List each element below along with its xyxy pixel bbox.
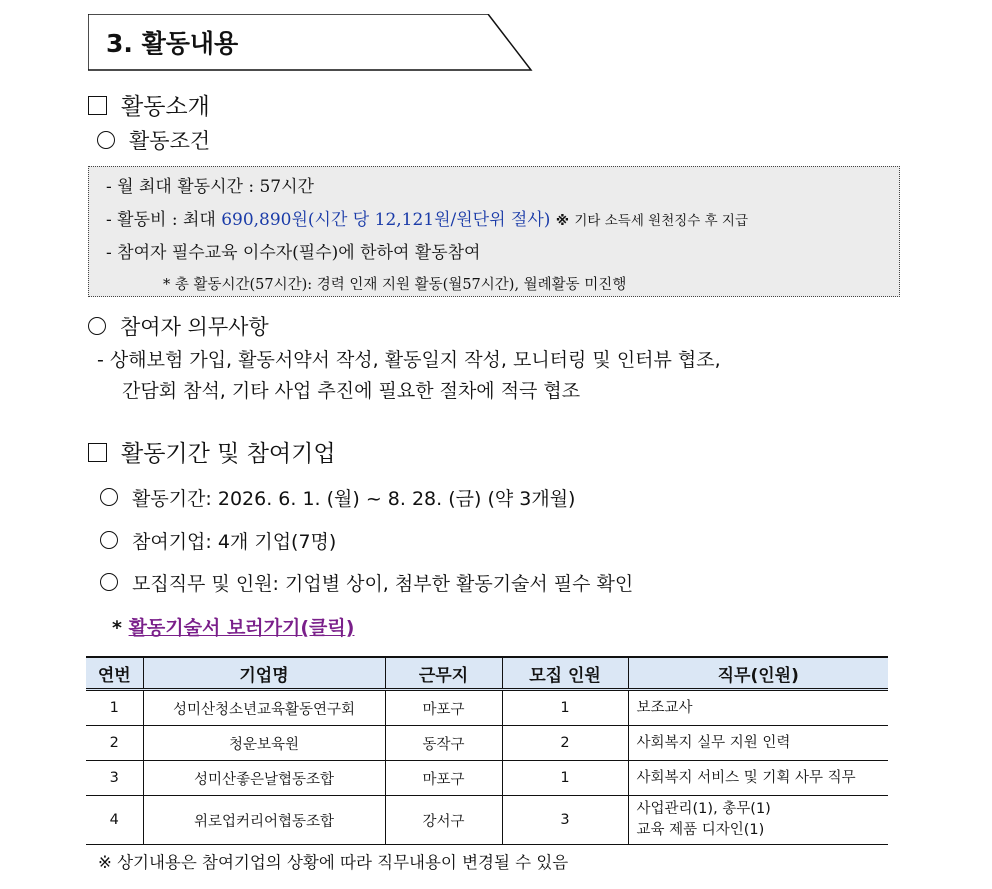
condition-pay bbox=[106, 205, 748, 230]
cell-company: 성미산좋은날협동조합 bbox=[143, 761, 385, 796]
cell-location: 동작구 bbox=[385, 726, 502, 761]
square-bullet-icon bbox=[88, 443, 107, 462]
header-no: 연번 bbox=[86, 657, 143, 690]
condition-pay-mark: ※ bbox=[555, 213, 569, 229]
circle-bullet-icon bbox=[88, 317, 106, 335]
companies-table bbox=[86, 656, 888, 845]
table-row bbox=[86, 796, 888, 845]
duties-line-1: - 상해보험 가입, 활동서약서 작성, 활동일지 작성, 모니터링 및 인터뷰 협조, bbox=[97, 349, 721, 371]
description-link-line bbox=[112, 613, 354, 640]
cell-no: 1 bbox=[86, 690, 143, 726]
section-title: 3. 활동내용 bbox=[106, 29, 239, 58]
cell-company: 청운보육원 bbox=[143, 726, 385, 761]
description-link[interactable]: 활동기술서 보러가기(클릭) bbox=[128, 617, 355, 639]
circle-bullet-icon bbox=[100, 573, 118, 591]
conditions-heading bbox=[97, 125, 210, 155]
intro-heading bbox=[88, 88, 210, 121]
condition-pay-note: 기타 소득세 원천징수 후 지급 bbox=[574, 213, 749, 229]
cell-count: 1 bbox=[502, 690, 628, 726]
circle-bullet-icon bbox=[100, 488, 118, 506]
cell-duty: 사회복지 서비스 및 기획 사무 직무 bbox=[628, 761, 888, 796]
period-recruit-text: 모집직무 및 인원: 기업별 상이, 첨부한 활동기술서 필수 확인 bbox=[132, 573, 634, 595]
period-dates-text: 활동기간: 2026. 6. 1. (월) ~ 8. 28. (금) (약 3개월) bbox=[132, 488, 576, 510]
table-header-row bbox=[86, 657, 888, 690]
footer-note: ※ 상기내용은 참여기업의 상황에 따라 직무내용이 변경될 수 있음 bbox=[98, 853, 569, 872]
header-company: 기업명 bbox=[143, 657, 385, 690]
cell-location: 강서구 bbox=[385, 796, 502, 845]
cell-duty: 사회복지 실무 지원 인력 bbox=[628, 726, 888, 761]
header-count: 모집 인원 bbox=[502, 657, 628, 690]
cell-duty bbox=[628, 796, 888, 845]
duties-heading bbox=[88, 311, 269, 341]
period-item-dates bbox=[100, 484, 575, 511]
cell-count: 1 bbox=[502, 761, 628, 796]
cell-no: 3 bbox=[86, 761, 143, 796]
link-star: * bbox=[112, 617, 122, 639]
cell-no: 4 bbox=[86, 796, 143, 845]
circle-bullet-icon bbox=[100, 531, 118, 549]
period-heading-text: 활동기간 및 참여기업 bbox=[121, 441, 336, 467]
cell-company: 성미산청소년교육활동연구회 bbox=[143, 690, 385, 726]
period-item-companies bbox=[100, 527, 336, 554]
cell-count: 2 bbox=[502, 726, 628, 761]
cell-company: 위로업커리어협동조합 bbox=[143, 796, 385, 845]
period-companies-text: 참여기업: 4개 기업(7명) bbox=[132, 531, 337, 553]
duties-line-2: 간담회 참석, 기타 사업 추진에 필요한 절차에 적극 협조 bbox=[122, 380, 581, 402]
condition-pay-amount: 690,890원(시간 당 12,121원/원단위 절사) bbox=[221, 210, 551, 230]
intro-heading-text: 활동소개 bbox=[121, 94, 210, 120]
duties-heading-text: 참여자 의무사항 bbox=[120, 315, 269, 339]
cell-duty-line-1: 사업관리(1), 총무(1) bbox=[636, 801, 771, 817]
cell-no: 2 bbox=[86, 726, 143, 761]
table-row bbox=[86, 690, 888, 726]
cell-duty-line-2: 교육 제품 디자인(1) bbox=[636, 822, 765, 838]
conditions-box bbox=[88, 166, 900, 297]
cell-location: 마포구 bbox=[385, 761, 502, 796]
circle-bullet-icon bbox=[97, 131, 115, 149]
table-row bbox=[86, 726, 888, 761]
header-location: 근무지 bbox=[385, 657, 502, 690]
section-header bbox=[88, 14, 533, 72]
table-row bbox=[86, 761, 888, 796]
condition-education: - 참여자 필수교육 이수자(필수)에 한하여 활동참여 bbox=[106, 243, 481, 263]
period-item-recruit bbox=[100, 569, 633, 596]
condition-pay-prefix: - 활동비 : 최대 bbox=[106, 210, 222, 230]
cell-duty: 보조교사 bbox=[628, 690, 888, 726]
period-heading bbox=[88, 435, 336, 468]
condition-max-hours: - 월 최대 활동시간 : 57시간 bbox=[106, 177, 314, 197]
square-bullet-icon bbox=[88, 96, 107, 115]
header-duty: 직무(인원) bbox=[628, 657, 888, 690]
conditions-heading-text: 활동조건 bbox=[129, 129, 211, 153]
cell-location: 마포구 bbox=[385, 690, 502, 726]
condition-total-hours-note: * 총 활동시간(57시간): 경력 인재 지원 활동(월57시간), 월례활동 미진행 bbox=[163, 277, 627, 293]
cell-count: 3 bbox=[502, 796, 628, 845]
